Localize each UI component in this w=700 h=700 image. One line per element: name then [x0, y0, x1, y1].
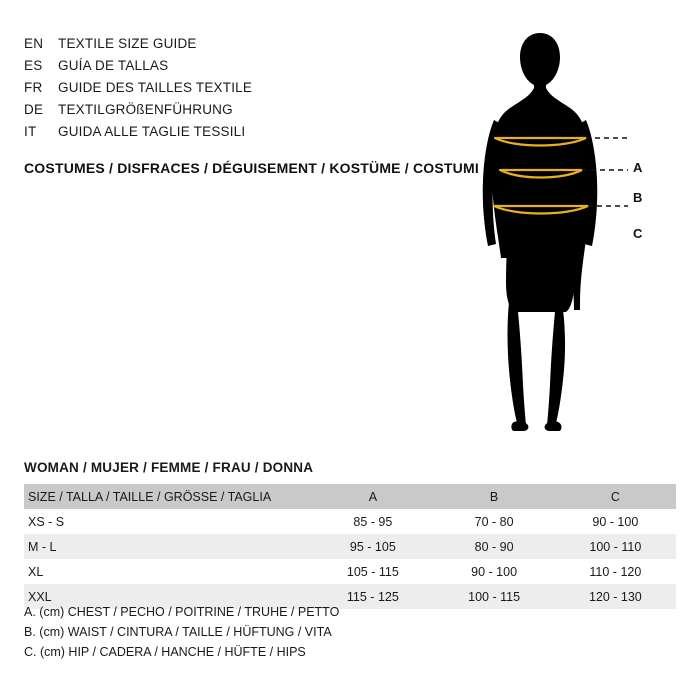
language-row: [24, 124, 484, 146]
language-row: [24, 80, 484, 102]
language-row: [24, 102, 484, 124]
measure-label-b: B: [633, 190, 643, 205]
cell-size: XS - S: [28, 514, 65, 529]
cell-chest: 105 - 115: [346, 564, 399, 579]
body-figure: [470, 30, 680, 440]
column-header-c: C: [610, 489, 620, 504]
cell-hip: 100 - 110: [589, 539, 642, 554]
cell-chest: 95 - 105: [349, 539, 396, 554]
cell-waist: 70 - 80: [474, 514, 514, 529]
size-table: [24, 484, 676, 609]
cell-waist: 80 - 90: [474, 539, 514, 554]
table-title: WOMAN / MUJER / FEMME / FRAU / DONNA: [24, 460, 314, 475]
language-text: GUIDA ALLE TAGLIE TESSILI: [58, 124, 246, 139]
table-body: [24, 509, 676, 609]
cell-size: XL: [28, 564, 44, 579]
language-row: [24, 58, 484, 80]
language-text: TEXTILGRÖßENFÜHRUNG: [58, 102, 233, 117]
table-row: [24, 559, 676, 584]
language-code: IT: [24, 124, 37, 139]
language-text: GUÍA DE TALLAS: [58, 58, 169, 73]
cell-chest: 115 - 125: [346, 589, 399, 604]
cell-size: XXL: [28, 589, 52, 604]
language-row: [24, 36, 484, 58]
cell-waist: 90 - 100: [471, 564, 518, 579]
language-list: [24, 36, 484, 146]
cell-hip: 120 - 130: [588, 589, 642, 604]
cell-hip: 90 - 100: [592, 514, 639, 529]
column-header-size: SIZE / TALLA / TAILLE / GRÖSSE / TAGLIA: [28, 489, 272, 504]
language-code: ES: [24, 58, 43, 73]
legend-line-c: C. (cm) HIP / CADERA / HANCHE / HÜFTE / HIPS: [24, 645, 306, 659]
measure-label-c: C: [633, 226, 643, 241]
table-header-row: [24, 484, 676, 509]
table-header: [24, 484, 676, 509]
table-row: [24, 534, 676, 559]
measurement-legend: [24, 602, 339, 662]
cell-waist: 100 - 115: [468, 589, 521, 604]
measure-label-a: A: [633, 160, 643, 175]
table-row: [24, 509, 676, 534]
language-code: DE: [24, 102, 44, 117]
language-text: TEXTILE SIZE GUIDE: [58, 36, 197, 51]
column-header-b: B: [489, 489, 499, 504]
legend-line-a: A. (cm) CHEST / PECHO / POITRINE / TRUHE / PETTO: [24, 605, 340, 619]
cell-size: M - L: [28, 539, 57, 554]
legend-line-b: B. (cm) WAIST / CINTURA / TAILLE / HÜFTUNG / VITA: [24, 625, 332, 639]
cell-hip: 110 - 120: [589, 564, 642, 579]
cell-chest: 85 - 95: [353, 514, 393, 529]
language-text: GUIDE DES TAILLES TEXTILE: [58, 80, 253, 95]
column-header-a: A: [368, 489, 378, 504]
costumes-subtitle: COSTUMES / DISFRACES / DÉGUISEMENT / KOSTÜME / COSTUMI: [24, 160, 479, 176]
language-code: FR: [24, 80, 43, 95]
language-code: EN: [24, 36, 44, 51]
woman-silhouette-icon: [470, 30, 680, 440]
